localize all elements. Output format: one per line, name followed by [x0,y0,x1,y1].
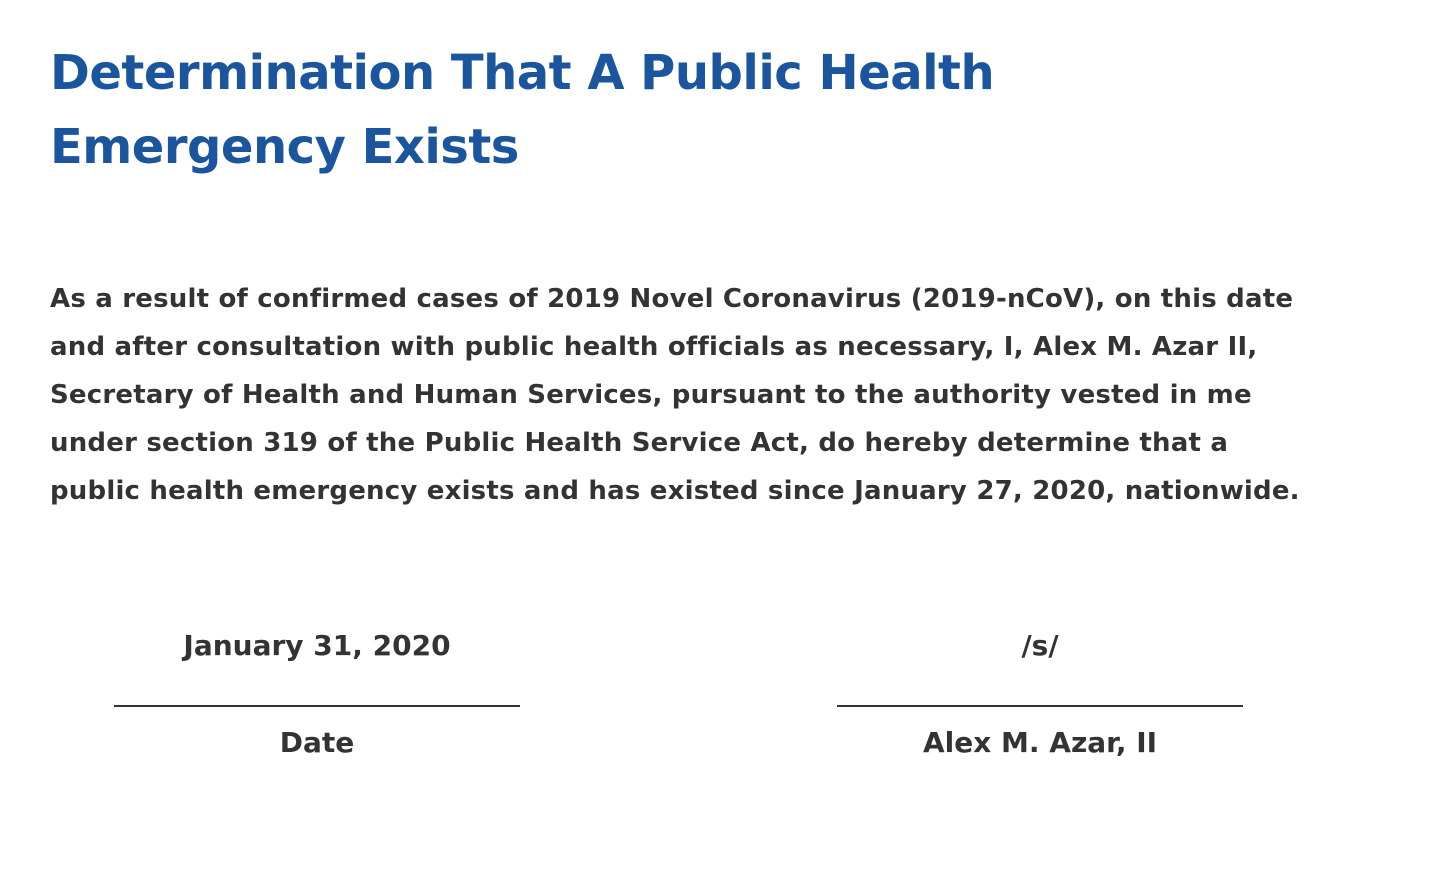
date-block [97,622,537,763]
signature-underline [837,705,1243,707]
date-caption: Date [279,726,355,759]
page-title [50,36,1150,184]
title-line-1: Determination That A Public Health [50,45,995,101]
paragraph-line: As a result of confirmed cases of 2019 Novel Coronavirus (2019-nCoV), on this date [50,284,1294,314]
signature-mark: /s/ [1021,629,1059,662]
title-line-2: Emergency Exists [50,119,519,175]
signer-name: Alex M. Azar, II [922,726,1158,759]
signature-block [820,622,1260,763]
paragraph-line: and after consultation with public health officials as necessary, I, Alex M. Azar II, [50,332,1258,362]
determination-paragraph [50,275,1380,515]
paragraph-line: under section 319 of the Public Health Service Act, do hereby determine that a [50,428,1229,458]
signed-date: January 31, 2020 [183,629,451,662]
date-underline [114,705,520,707]
paragraph-line: Secretary of Health and Human Services, pursuant to the authority vested in me [50,380,1252,410]
paragraph-line: public health emergency exists and has existed since January 27, 2020, nationwide. [50,476,1300,506]
